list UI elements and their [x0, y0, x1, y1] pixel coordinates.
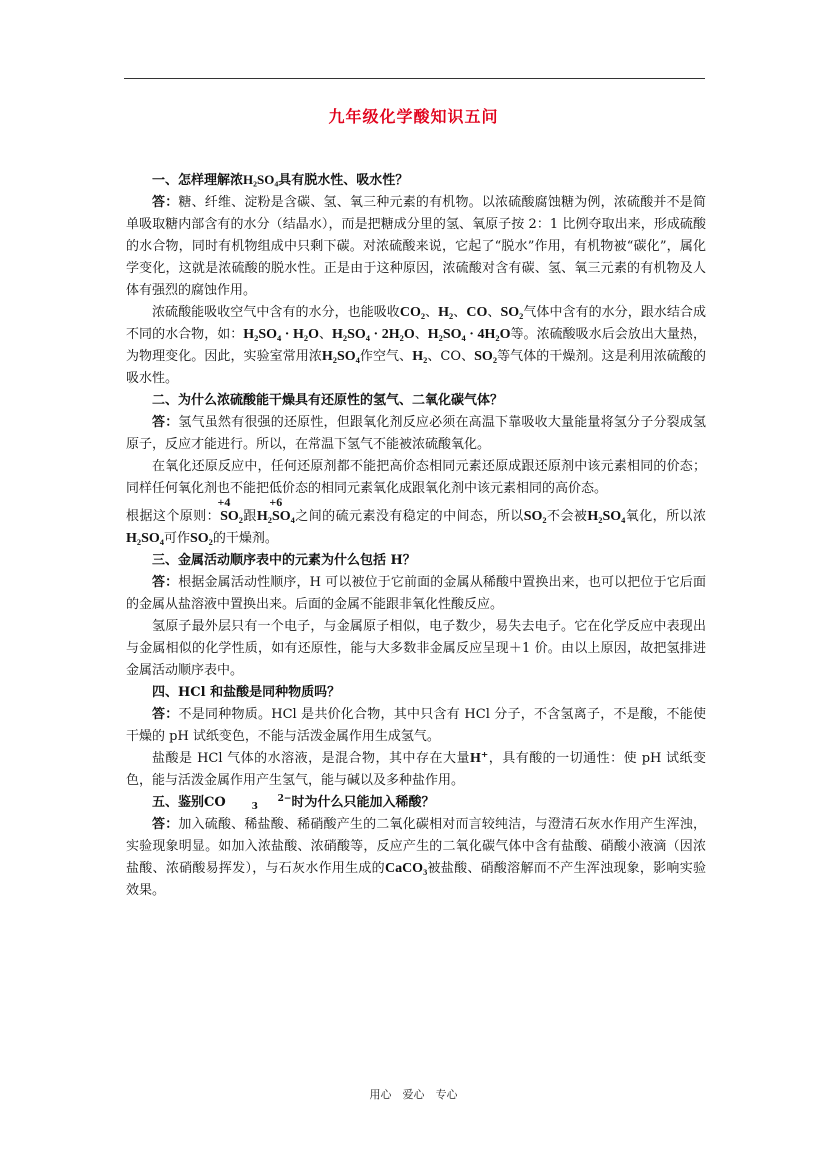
formula-hydrate-2: H₂SO₄ · 2H₂O — [332, 327, 415, 342]
formula-hydrate-1: H₂SO₄ · H₂O — [243, 327, 319, 342]
section-4-heading: 四、HCl 和盐酸是同种物质吗？ — [152, 685, 341, 700]
section-5-answer: 答：加入硫酸、稀盐酸、稀硝酸产生的二氧化碳相对而言较纯洁，与澄清石灰水作用产生浑浊，实验现象明显。如加入浓盐酸、浓硝酸等，反应产生的二氧化碳气体中含有盐酸、硝酸小液滴（因浓盐酸、浓硝酸易挥发），与石灰水作用生成的CaCO₃被盐酸、硝酸溶解而不产生浑浊现象，影响实验效果。 — [126, 817, 706, 898]
section-2-heading: 二、为什么浓硫酸能干燥具有还原性的氢气、二氧化碳气体？ — [152, 393, 504, 408]
document-title: 九年级化学酸知识五问 — [328, 107, 499, 126]
section-5-heading: 五、鉴别CO 2− 3 时为什么只能加入稀酸？ — [152, 794, 435, 812]
section-3-answer: 答：根据金属活动性顺序，H 可以被位于它前面的金属从稀酸中置换出来，也可以把位于它后面的金属从盐溶液中置换出来。后面的金属不能跟非氧化性酸反应。 — [126, 575, 706, 612]
document-body — [126, 169, 706, 902]
sulfur-plus6: +6 S — [269, 495, 283, 524]
formula-so2: SO₂ — [523, 509, 547, 524]
formula-h2so4: H₂SO₄ — [126, 531, 164, 546]
section-3-paragraph-2: 氢原子最外层只有一个电子，与金属原子相似，电子数少，易失去电子。它在化学反应中表现出与金属相似的化学性质，如有还原性，能与大多数非金属反应呈现＋1 价。由以上原因，故把氢排进金属活动顺序表中。 — [126, 619, 706, 678]
section-4-answer: 答：不是同种物质。HCl 是共价化合物，其中只含有 HCl 分子，不含氢离子，不是酸，不能使干燥的 pH 试纸变色，不能与活泼金属作用生成氢气。 — [126, 707, 706, 744]
section-2-answer: 答：氢气虽然有很强的还原性，但跟氧化剂反应必须在高温下靠吸收大量能量将氢分子分裂成氢原子，反应才能进行。所以，在常温下氢气不能被浓硫酸氧化。 — [126, 415, 706, 452]
section-4-paragraph-2: 盐酸是 HCl 气体的水溶液，是混合物，其中存在大量H⁺，具有酸的一切通性：使 pH 试纸变色，能与活泼金属作用产生氢气，能与碱以及多种盐作用。 — [126, 751, 706, 788]
carbonate-ion-charge: 2− 3 — [251, 794, 292, 812]
formula-hydrate-3: H₂SO₄ · 4H₂O — [427, 327, 511, 342]
formula-so2: SO₂ — [474, 349, 498, 364]
formula-caco3: CaCO₃ — [384, 861, 428, 876]
section-2-paragraph-3: 根据这个原则： +4 SO₂跟H₂ +6 SO₄之间的硫元素没有稳定的中间态，所以SO₂不会被H₂SO₄氧化，所以浓H₂SO₄可作SO₂的干燥剂。 — [126, 495, 706, 546]
header-rule — [124, 78, 705, 79]
section-3-heading: 三、金属活动顺序表中的元素为什么包括 H？ — [152, 553, 416, 568]
section-2-paragraph-2: 在氧化还原反应中，任何还原剂都不能把高价态相同元素还原成跟还原剂中该元素相同的价态；同样任何氧化剂也不能把低价态的相同元素氧化成跟氧化剂中该元素相同的高价态。 — [126, 459, 706, 496]
formula-h-plus: H⁺ — [469, 751, 489, 766]
page-footer: 用心 爱心 专心 — [369, 1088, 458, 1101]
section-1-paragraph-2: 浓硫酸能吸收空气中含有的水分，也能吸收CO₂、H₂、CO、SO₂气体中含有的水分，跟水结合成不同的水合物，如：H₂SO₄ · H₂O、H₂SO₄ · 2H₂O、H₂SO₄ · 4H₂O等。浓硫酸吸水后会放出大量热，为物理变化。因此，实验室常用浓H₂SO₄作空气、H₂、CO、SO₂等气体的干燥剂。这是利用浓硫酸的吸水性。 — [126, 305, 706, 386]
formula-co: CO — [466, 305, 488, 320]
sulfur-plus4: +4 S — [217, 495, 231, 524]
formula-h2: H₂ — [438, 305, 454, 320]
formula-so2: SO₂ — [500, 305, 524, 320]
formula-so2: SO₂ — [189, 531, 213, 546]
formula-co2: CO₂ — [399, 305, 426, 320]
formula-h2so4: H₂SO₄ — [321, 349, 360, 364]
section-1-heading: 一、怎样理解浓H₂SO₄具有脱水性、吸水性？ — [152, 172, 409, 188]
section-1-answer: 答：糖、纤维、淀粉是含碳、氢、氧三种元素的有机物。以浓硫酸腐蚀糖为例，浓硫酸并不是简单吸取糖内部含有的水分（结晶水），而是把糖成分里的氢、氧原子按 2：1 比例夺取出来，形成硫酸的水合物，同时有机物组成中只剩下碳。对浓硫酸来说，它起了“脱水”作用，有机物被“碳化”，属化学变化，这就是浓硫酸的脱水性。正是由于这种原因，浓硫酸对含有碳、氢、氧三元素的有机物及人体有强烈的腐蚀作用。 — [126, 195, 706, 298]
formula-h2so4: H₂SO₄ — [587, 509, 626, 524]
formula-h2: H₂ — [412, 349, 428, 364]
